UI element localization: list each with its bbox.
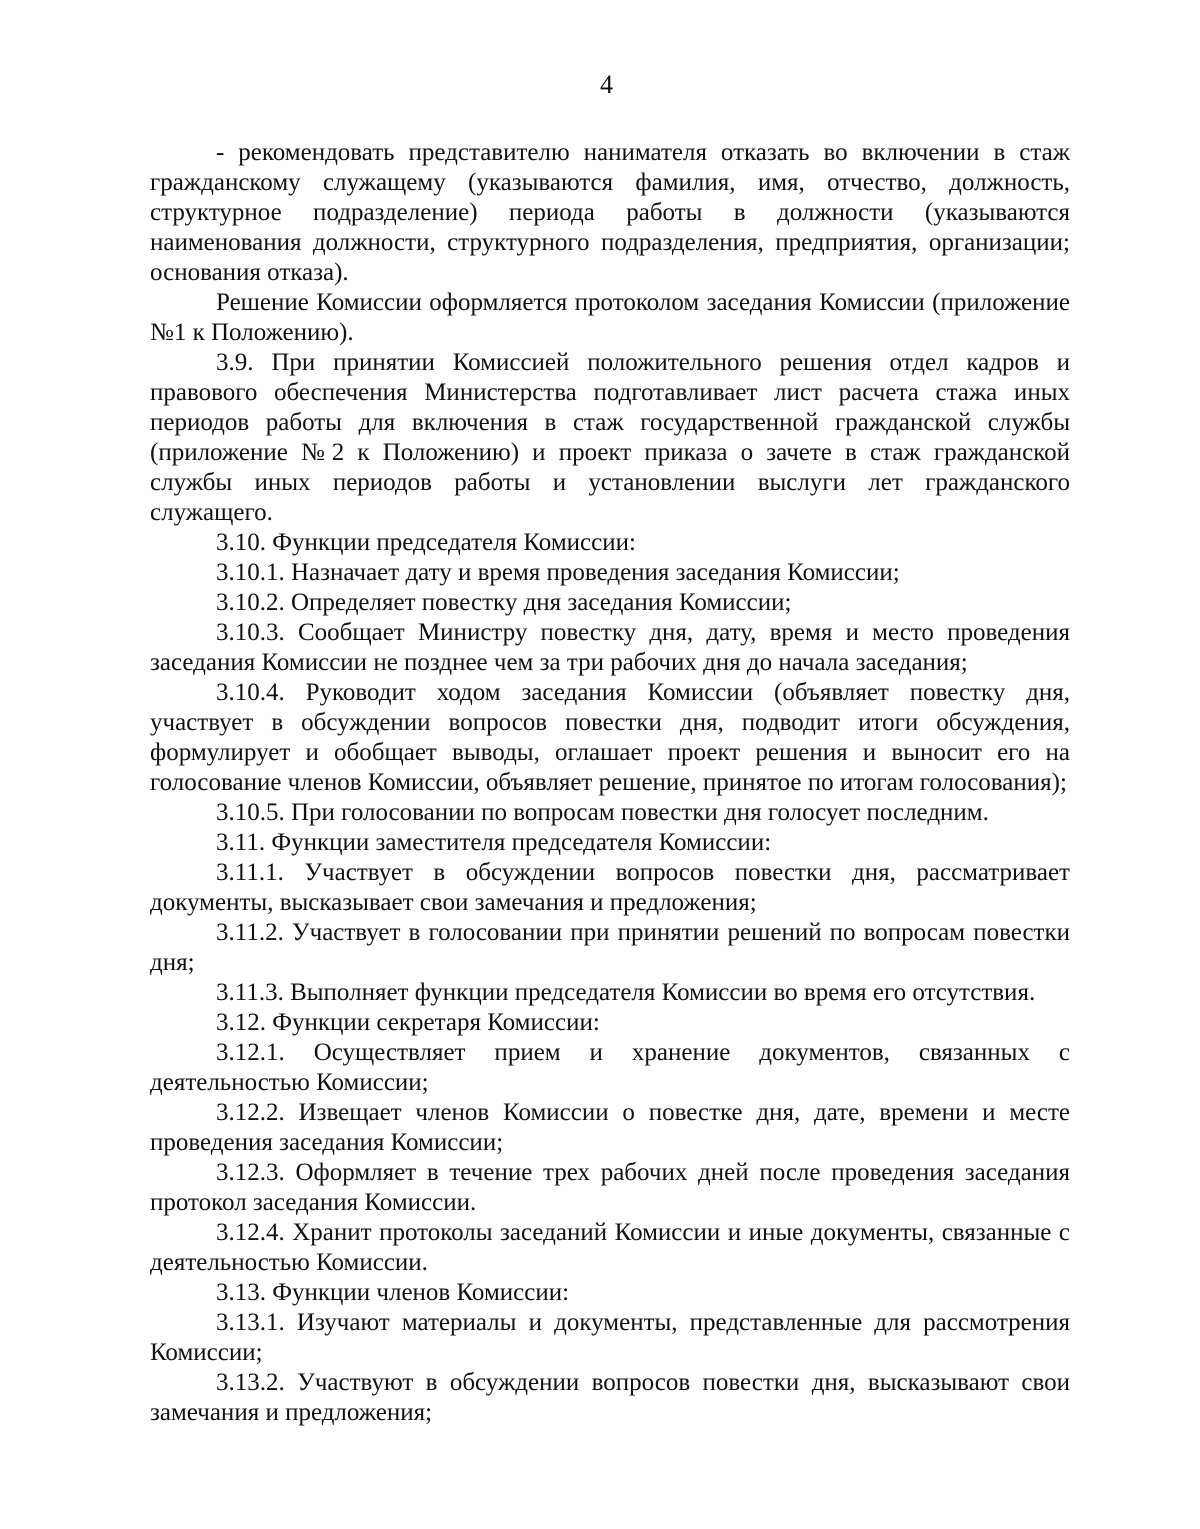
paragraph-3-11: 3.11. Функции заместителя председателя Комиссии: [216, 829, 772, 856]
paragraph-3-11-2: 3.11.2. Участвует в голосовании при принятии решений по вопросам повестки дня; [150, 919, 1070, 976]
paragraph-3-11-1: 3.11.1. Участвует в обсуждении вопросов повестки дня, рассматривает документы, высказывает свои замечания и предложения; [150, 859, 1070, 916]
paragraph-3-10-4: 3.10.4. Руководит ходом заседания Комиссии (объявляет повестку дня, участвует в обсуждении вопросов повестки дня, подводит итоги обсуждения, формулирует и обобщает выводы, оглашает проект решения и выносит его на голосование членов Комиссии, объявляет решение, принятое по итогам голосования); [150, 679, 1070, 796]
paragraph-3-12-3: 3.12.3. Оформляет в течение трех рабочих дней после проведения заседания протокол заседания Комиссии. [150, 1159, 1070, 1216]
paragraph-3-9: 3.9. При принятии Комиссией положительного решения отдел кадров и правового обеспечения Министерства подготавливает лист расчета стажа иных периодов работы для включения в стаж государственной гражданской службы (приложение №2 к Положению) и проект приказа о зачете в стаж гражданской службы иных периодов работы и установлении выслуги лет гражданского служащего. [150, 349, 1070, 526]
paragraph-3-10-1: 3.10.1. Назначает дату и время проведения заседания Комиссии; [216, 559, 900, 586]
paragraph-3-13-2: 3.13.2. Участвуют в обсуждении вопросов повестки дня, высказывают свои замечания и предложения; [150, 1369, 1070, 1426]
paragraph-decision-protocol: Решение Комиссии оформляется протоколом заседания Комиссии (приложение №1 к Положению). [150, 289, 1070, 346]
paragraph-3-13-1: 3.13.1. Изучают материалы и документы, представленные для рассмотрения Комиссии; [150, 1309, 1070, 1366]
paragraph-3-12: 3.12. Функции секретаря Комиссии: [216, 1009, 600, 1036]
paragraph-3-12-4: 3.12.4. Хранит протоколы заседаний Комиссии и иные документы, связанные с деятельностью Комиссии. [150, 1219, 1070, 1276]
paragraph-3-12-2: 3.12.2. Извещает членов Комиссии о повестке дня, дате, времени и месте проведения заседания Комиссии; [150, 1099, 1070, 1156]
paragraph-3-10-5: 3.10.5. При голосовании по вопросам повестки дня голосует последним. [216, 799, 989, 826]
paragraph-3-10-2: 3.10.2. Определяет повестку дня заседания Комиссии; [216, 589, 792, 616]
paragraph-3-10: 3.10. Функции председателя Комиссии: [216, 529, 636, 556]
paragraph-3-13: 3.13. Функции членов Комиссии: [216, 1279, 570, 1306]
paragraph-3-11-3: 3.11.3. Выполняет функции председателя Комиссии во время его отсутствия. [216, 979, 1036, 1006]
paragraph-3-12-1: 3.12.1. Осуществляет прием и хранение документов, связанных с деятельностью Комиссии; [150, 1039, 1070, 1096]
paragraph-refusal-recommendation: - рекомендовать представителю нанимателя отказать во включении в стаж гражданскому служащему (указываются фамилия, имя, отчество, должность, структурное подразделение) периода работы в должности (указываются наименования должности, структурного подразделения, предприятия, организации; основания отказа). [150, 139, 1070, 286]
paragraph-3-10-3: 3.10.3. Сообщает Министру повестку дня, дату, время и место проведения заседания Комиссии не позднее чем за три рабочих дня до начала заседания; [150, 619, 1070, 676]
page-number: 4 [600, 70, 613, 99]
document-body [150, 138, 1070, 1428]
